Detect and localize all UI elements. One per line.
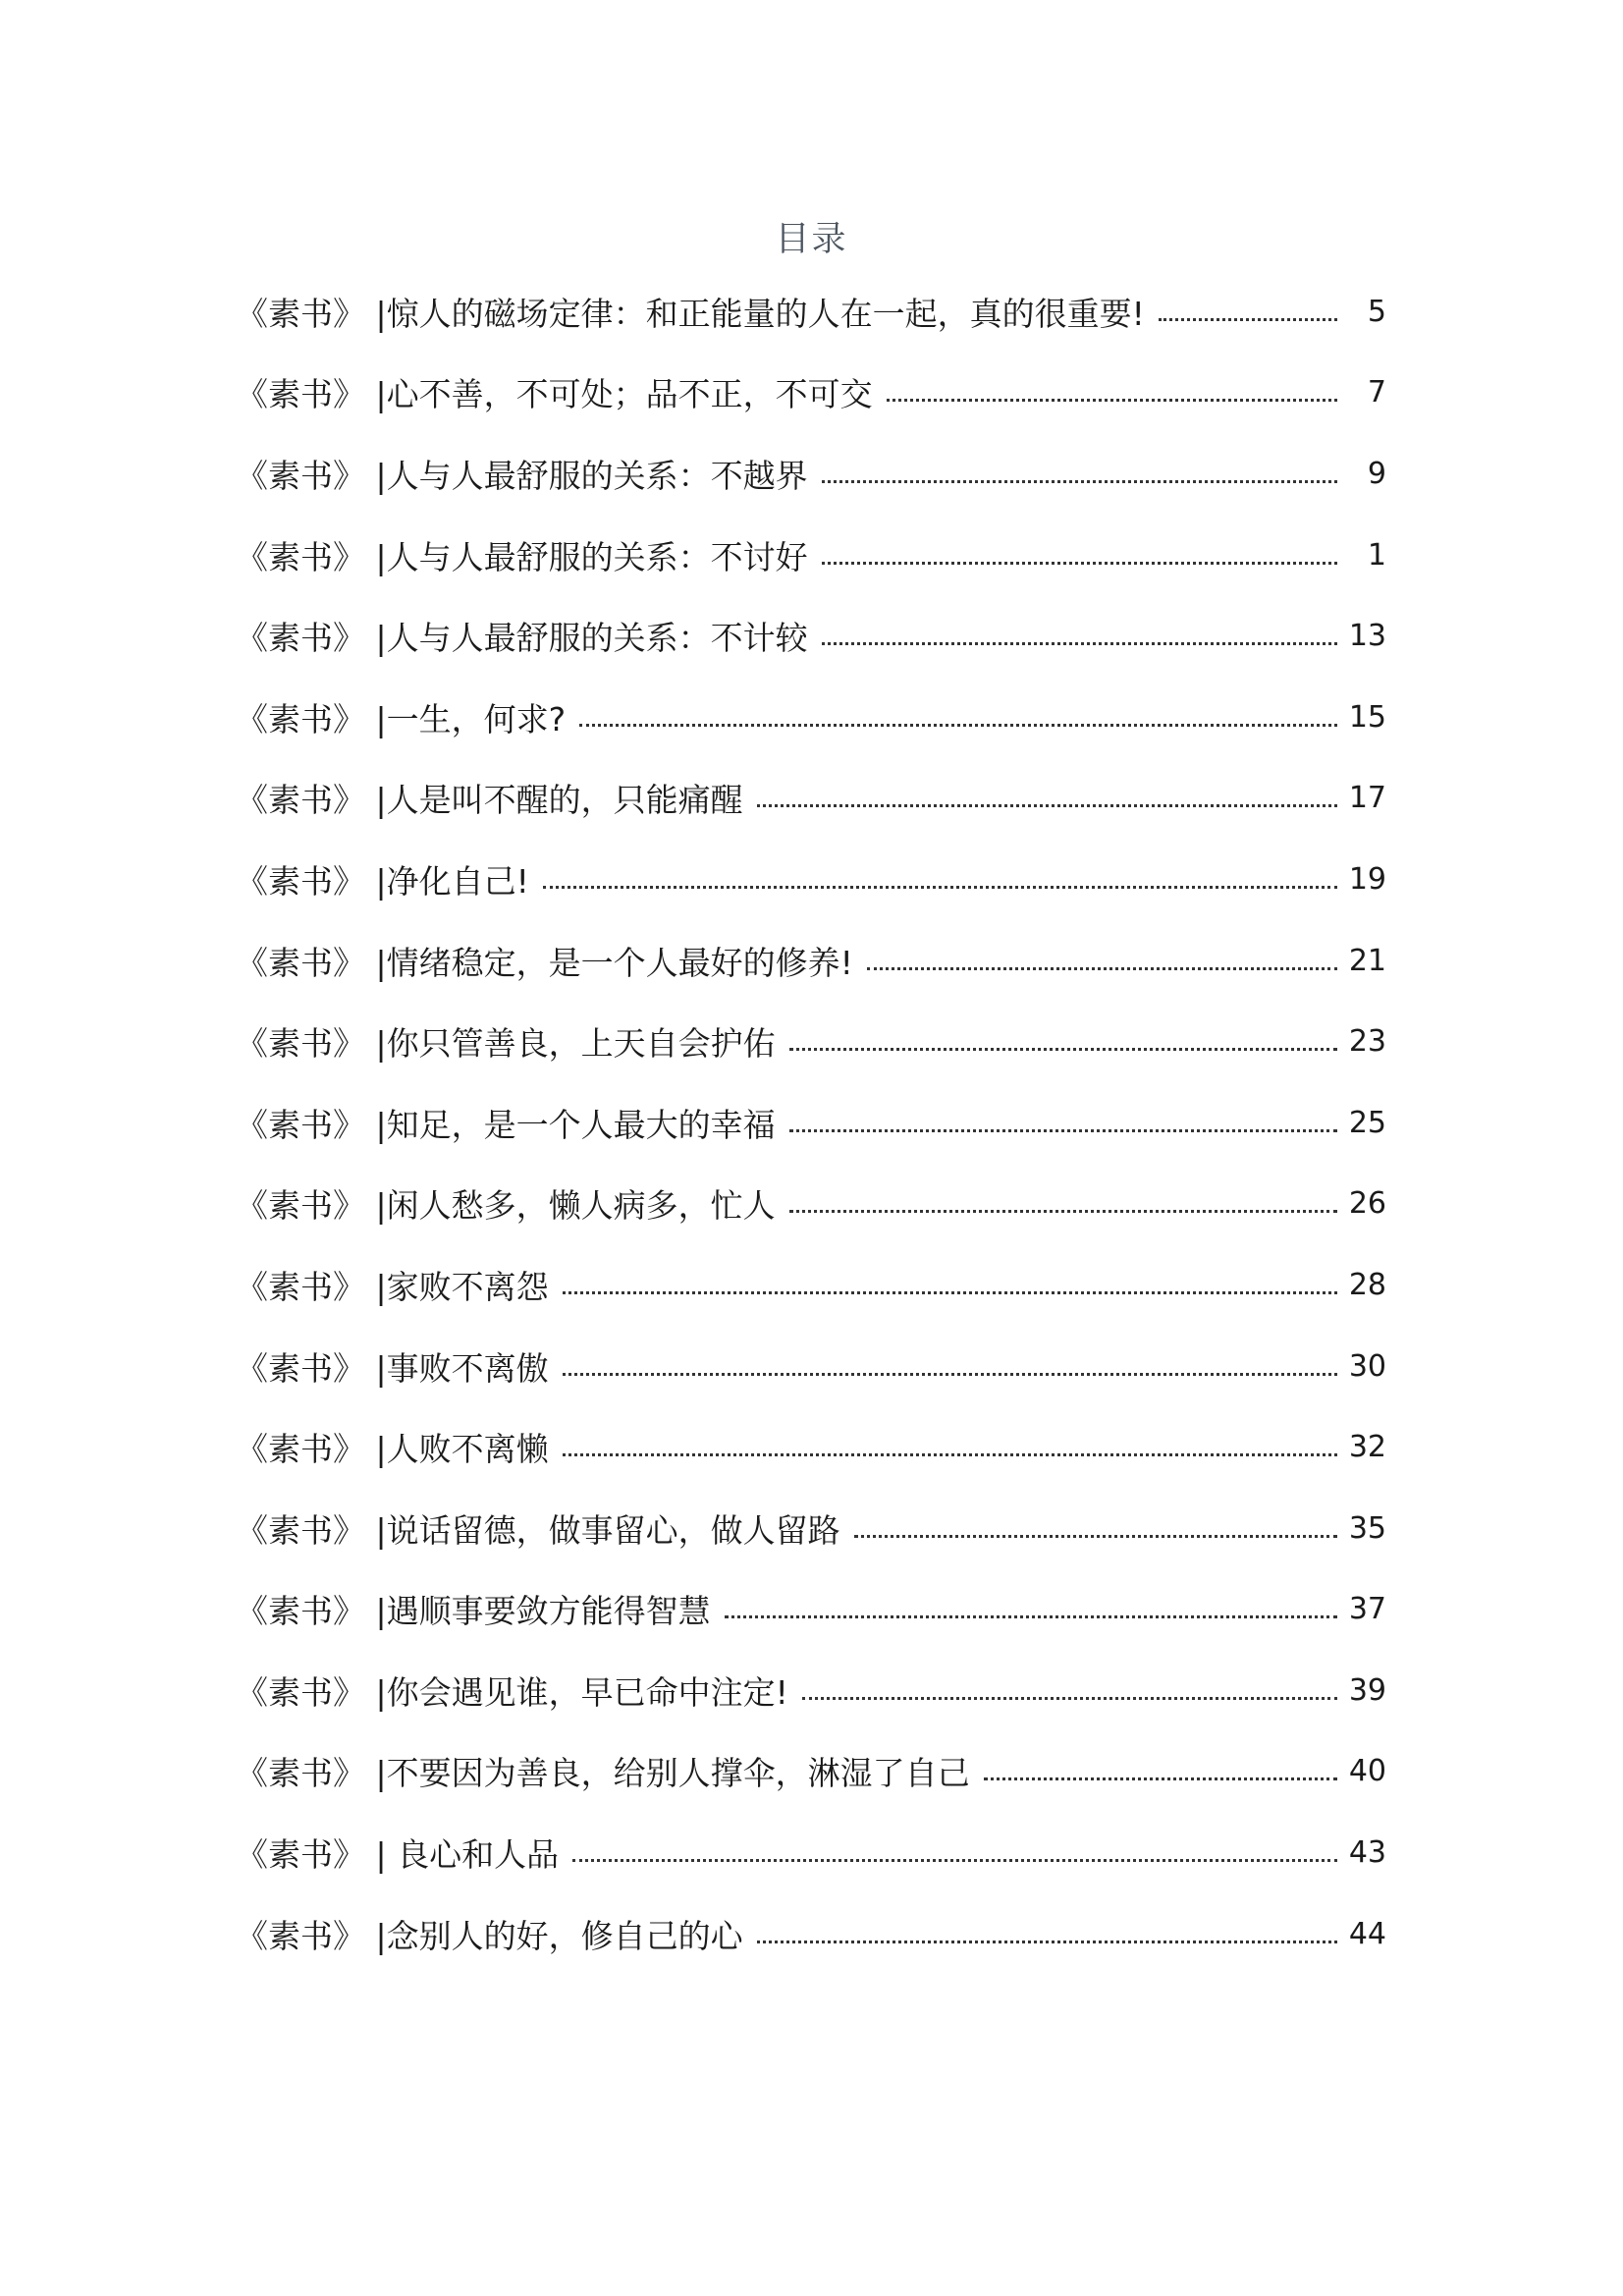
toc-entry-page-number: 37 bbox=[1348, 1592, 1386, 1627]
dot-leader bbox=[1159, 318, 1337, 321]
toc-entry[interactable] bbox=[236, 1650, 1386, 1731]
toc-entry-title: 《素书》 |事败不离傲 bbox=[236, 1348, 549, 1388]
toc-entry-page-number: 44 bbox=[1348, 1916, 1386, 1951]
toc-entry-page-number: 39 bbox=[1348, 1672, 1386, 1708]
toc-entry[interactable] bbox=[236, 595, 1386, 677]
toc-entry[interactable] bbox=[236, 1082, 1386, 1164]
toc-entry[interactable] bbox=[236, 433, 1386, 515]
toc-entry-page-number: 35 bbox=[1348, 1510, 1386, 1546]
dot-leader bbox=[789, 1129, 1337, 1132]
toc-entry[interactable] bbox=[236, 1326, 1386, 1407]
toc-entry-title: 《素书》 |遇顺事要敛方能得智慧 bbox=[236, 1592, 711, 1631]
toc-entry-title: 《素书》 |人与人最舒服的关系：不讨好 bbox=[236, 537, 808, 576]
toc-entry[interactable] bbox=[236, 1893, 1386, 1975]
toc-entry[interactable] bbox=[236, 920, 1386, 1002]
toc-entry-page-number: 43 bbox=[1348, 1835, 1386, 1871]
dot-leader bbox=[563, 1453, 1337, 1456]
dot-leader bbox=[579, 724, 1337, 727]
toc-entry[interactable] bbox=[236, 677, 1386, 758]
toc-entry-page-number: 30 bbox=[1348, 1348, 1386, 1384]
toc-entry-title: 《素书》 |家败不离怨 bbox=[236, 1267, 549, 1306]
toc-entry-title: 《素书》 | 良心和人品 bbox=[236, 1835, 560, 1875]
dot-leader bbox=[822, 480, 1337, 483]
toc-entry-title: 《素书》 |惊人的磁场定律：和正能量的人在一起，真的很重要! bbox=[236, 294, 1145, 333]
dot-leader bbox=[854, 1535, 1337, 1538]
toc-entry-title: 《素书》 |人与人最舒服的关系：不计较 bbox=[236, 619, 808, 658]
dot-leader bbox=[822, 642, 1337, 645]
toc-entry[interactable] bbox=[236, 1569, 1386, 1651]
toc-entry[interactable] bbox=[236, 1164, 1386, 1245]
toc-entry-page-number: 9 bbox=[1367, 456, 1386, 491]
toc-entry-title: 《素书》 |念别人的好，修自己的心 bbox=[236, 1916, 743, 1955]
toc-entry-page-number: 32 bbox=[1348, 1430, 1386, 1465]
dot-leader bbox=[572, 1859, 1337, 1862]
dot-leader bbox=[984, 1777, 1337, 1780]
toc-entry[interactable] bbox=[236, 1812, 1386, 1893]
toc-entry[interactable] bbox=[236, 839, 1386, 920]
toc-entry-page-number: 5 bbox=[1367, 294, 1386, 329]
dot-leader bbox=[867, 967, 1337, 970]
toc-entry-title: 《素书》 |知足，是一个人最大的幸福 bbox=[236, 1105, 776, 1144]
toc-entry[interactable] bbox=[236, 758, 1386, 840]
toc-entry-title: 《素书》 |不要因为善良，给别人撑伞，淋湿了自己 bbox=[236, 1754, 970, 1793]
toc-entry[interactable] bbox=[236, 353, 1386, 434]
toc-entry-page-number: 28 bbox=[1348, 1267, 1386, 1302]
toc-entry-page-number: 26 bbox=[1348, 1186, 1386, 1222]
toc-entry-title: 《素书》 |闲人愁多，懒人病多，忙人 bbox=[236, 1186, 776, 1226]
dot-leader bbox=[563, 1373, 1337, 1376]
toc-entry-page-number: 19 bbox=[1348, 861, 1386, 897]
toc-entry-title: 《素书》 |净化自己! bbox=[236, 861, 529, 901]
toc-entry-title: 《素书》 |人与人最舒服的关系：不越界 bbox=[236, 456, 808, 495]
toc-entry-title: 《素书》 |人是叫不醒的，只能痛醒 bbox=[236, 781, 743, 820]
toc-entry[interactable] bbox=[236, 1406, 1386, 1488]
toc-entry-page-number: 25 bbox=[1348, 1105, 1386, 1140]
toc-list bbox=[236, 271, 1386, 1974]
toc-entry-page-number: 21 bbox=[1348, 943, 1386, 978]
toc-entry-title: 《素书》 |一生，何求? bbox=[236, 699, 567, 738]
dot-leader bbox=[789, 1048, 1337, 1051]
dot-leader bbox=[822, 562, 1337, 565]
dot-leader bbox=[757, 804, 1337, 807]
dot-leader bbox=[543, 886, 1337, 889]
toc-entry-title: 《素书》 |说话留德，做事留心，做人留路 bbox=[236, 1510, 840, 1550]
toc-entry-page-number: 23 bbox=[1348, 1024, 1386, 1060]
dot-leader bbox=[789, 1210, 1337, 1213]
toc-entry-page-number: 7 bbox=[1367, 375, 1386, 410]
toc-entry[interactable] bbox=[236, 1001, 1386, 1082]
toc-entry-title: 《素书》 |心不善，不可处；品不正，不可交 bbox=[236, 375, 873, 414]
dot-leader bbox=[887, 399, 1337, 402]
toc-heading: 目录 bbox=[775, 220, 848, 259]
dot-leader bbox=[563, 1291, 1337, 1294]
toc-entry-page-number: 17 bbox=[1348, 781, 1386, 816]
toc-entry-page-number: 40 bbox=[1348, 1754, 1386, 1789]
toc-entry[interactable] bbox=[236, 1488, 1386, 1569]
dot-leader bbox=[802, 1697, 1337, 1700]
toc-entry-title: 《素书》 |人败不离懒 bbox=[236, 1430, 549, 1469]
toc-entry-page-number: 15 bbox=[1348, 699, 1386, 735]
dot-leader bbox=[757, 1941, 1337, 1943]
dot-leader bbox=[725, 1615, 1337, 1618]
toc-entry-page-number: 1 bbox=[1367, 537, 1386, 573]
toc-entry[interactable] bbox=[236, 1244, 1386, 1326]
toc-entry[interactable] bbox=[236, 1731, 1386, 1813]
toc-entry-page-number: 13 bbox=[1348, 619, 1386, 654]
toc-entry-title: 《素书》 |你只管善良，上天自会护佑 bbox=[236, 1024, 776, 1064]
toc-entry[interactable] bbox=[236, 515, 1386, 596]
toc-entry[interactable] bbox=[236, 271, 1386, 353]
toc-entry-title: 《素书》 |你会遇见谁，早已命中注定! bbox=[236, 1672, 788, 1712]
toc-entry-title: 《素书》 |情绪稳定，是一个人最好的修养! bbox=[236, 943, 853, 982]
